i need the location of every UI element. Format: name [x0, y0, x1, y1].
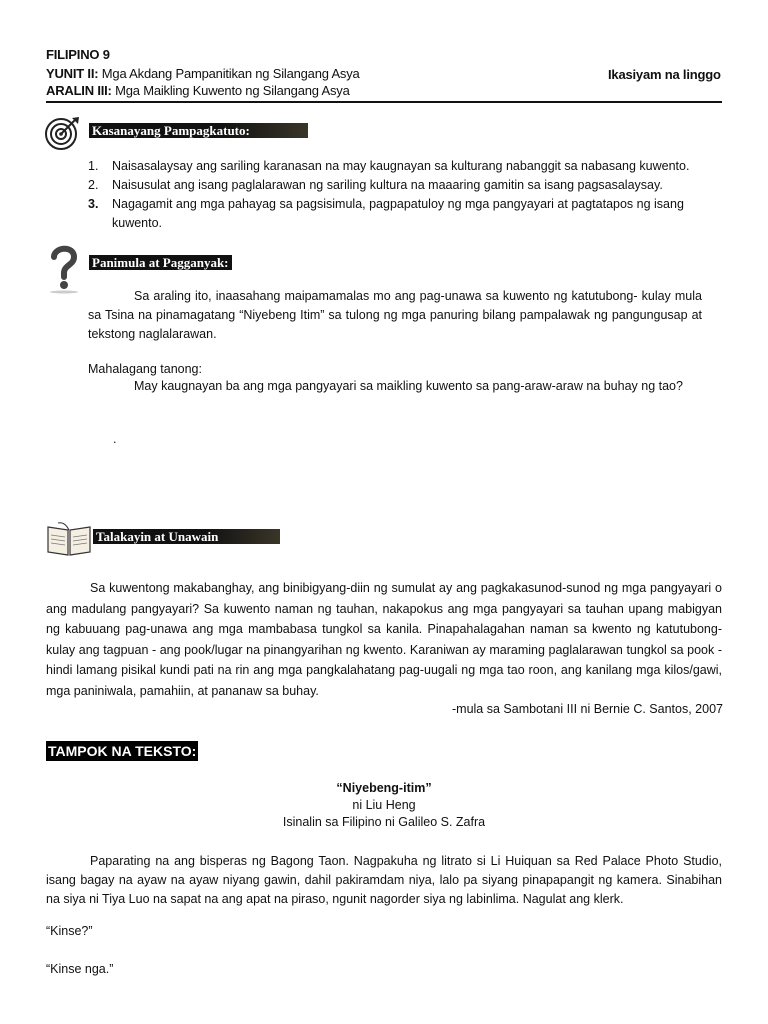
question-mark-icon — [46, 243, 82, 295]
intro-paragraph: Sa araling ito, inaasahang maipamamalas mo ang pag-unawa sa kuwento ng katutubong- kulay mula sa Tsina na pinamagatang “Niyebeng Itim” sa tulong ng mga panuring bilang pampalawak ng pangungusap at tekstong naglalarawan. — [88, 289, 702, 341]
essential-question: May kaugnayan ba ang mga pangyayari sa maikling kuwento sa pang-araw-araw na buhay ng tao? — [134, 379, 683, 393]
list-item: 3. Nagagamit ang mga pahayag sa pagsisimula, pagpapatuloy ng mga pangyayari at pagtatapos ng isang — [88, 197, 684, 211]
open-book-icon — [46, 521, 92, 557]
story-author: ni Liu Heng — [352, 798, 416, 812]
discuss-title: Talakayin at Unawain — [93, 529, 280, 544]
objectives-title: Kasanayang Pampagkatuto: — [89, 123, 308, 138]
discuss-source: -mula sa Sambotani III ni Bernie C. Santos, 2007 — [452, 702, 723, 716]
list-item-continuation: kuwento. — [112, 216, 163, 230]
discuss-paragraph: Sa kuwentong makabanghay, ang binibigyang-diin ng sumulat ay ang pagkakasunod-sunod ng mga pangyayari o ang madulang pangyayari? Sa kuwento naman ng tauhan, nakapokus ang mga pangyayari sa tauhan upang mabigyan ng kabuuang pag-unawa ang mga mambabasa tungkol sa kanila. Pinapahalagahan naman sa kwento ng katutubong-kulay ang tagpuan - ang pook/lugar na pinangyarihan ng kwento. Karaniwan ay maraming paglalarawan tungkol sa pook - hindi lamang pisikal kundi pati na rin ang mga pangkalahatang pag-uugali ng mga tao roon, ang kanilang mga kilos/gawi, mga paniniwala, pamahiin, at pananaw sa buhay. — [46, 581, 722, 698]
story-translator: Isinalin sa Filipino ni Galileo S. Zafra — [282, 815, 486, 829]
list-item: 2. Naisusulat ang isang paglalarawan ng sariling kultura na maaaring gamitin sa isang pagsasalaysay. — [88, 178, 663, 192]
intro-title: Panimula at Pagganyak: — [89, 255, 232, 270]
dialogue-line-2: “Kinse nga.” — [46, 962, 114, 976]
header-subject: FILIPINO 9 — [46, 47, 110, 62]
featured-label: TAMPOK NA TEKSTO: — [48, 743, 197, 759]
header-unit: YUNIT II: Mga Akdang Pampanitikan ng Silangang Asya — [46, 66, 360, 81]
list-item: 1. Naisasalaysay ang sariling karanasan na may kaugnayan sa kulturang nabanggit sa nabasang kuwento. — [88, 159, 690, 173]
objectives-list — [88, 157, 728, 233]
dialogue-line-1: “Kinse?” — [46, 924, 93, 938]
header-week: Ikasiyam na linggo — [608, 67, 721, 82]
story-title: “Niyebeng-itim” — [336, 781, 432, 795]
header-divider — [46, 101, 722, 103]
header-lesson: ARALIN III: Mga Maikling Kuwento ng Silangang Asya — [46, 83, 350, 98]
target-icon — [44, 114, 82, 152]
question-label: Mahalagang tanong: — [88, 362, 202, 376]
stray-dot: . — [113, 432, 117, 446]
story-paragraph: Paparating na ang bisperas ng Bagong Taon. Nagpakuha ng litrato si Li Huiquan sa Red Palace Photo Studio, isang bagay na ayaw na ayaw niyang gawin, dahil pakiramdam niya, lalo pa siyang pinapapangit ng kamera. Sinabihan na siya ni Tiya Luo na sapat na ang apat na piraso, ngunit nagorder siya ng labinlima. Nagulat ang klerk. — [46, 854, 722, 906]
